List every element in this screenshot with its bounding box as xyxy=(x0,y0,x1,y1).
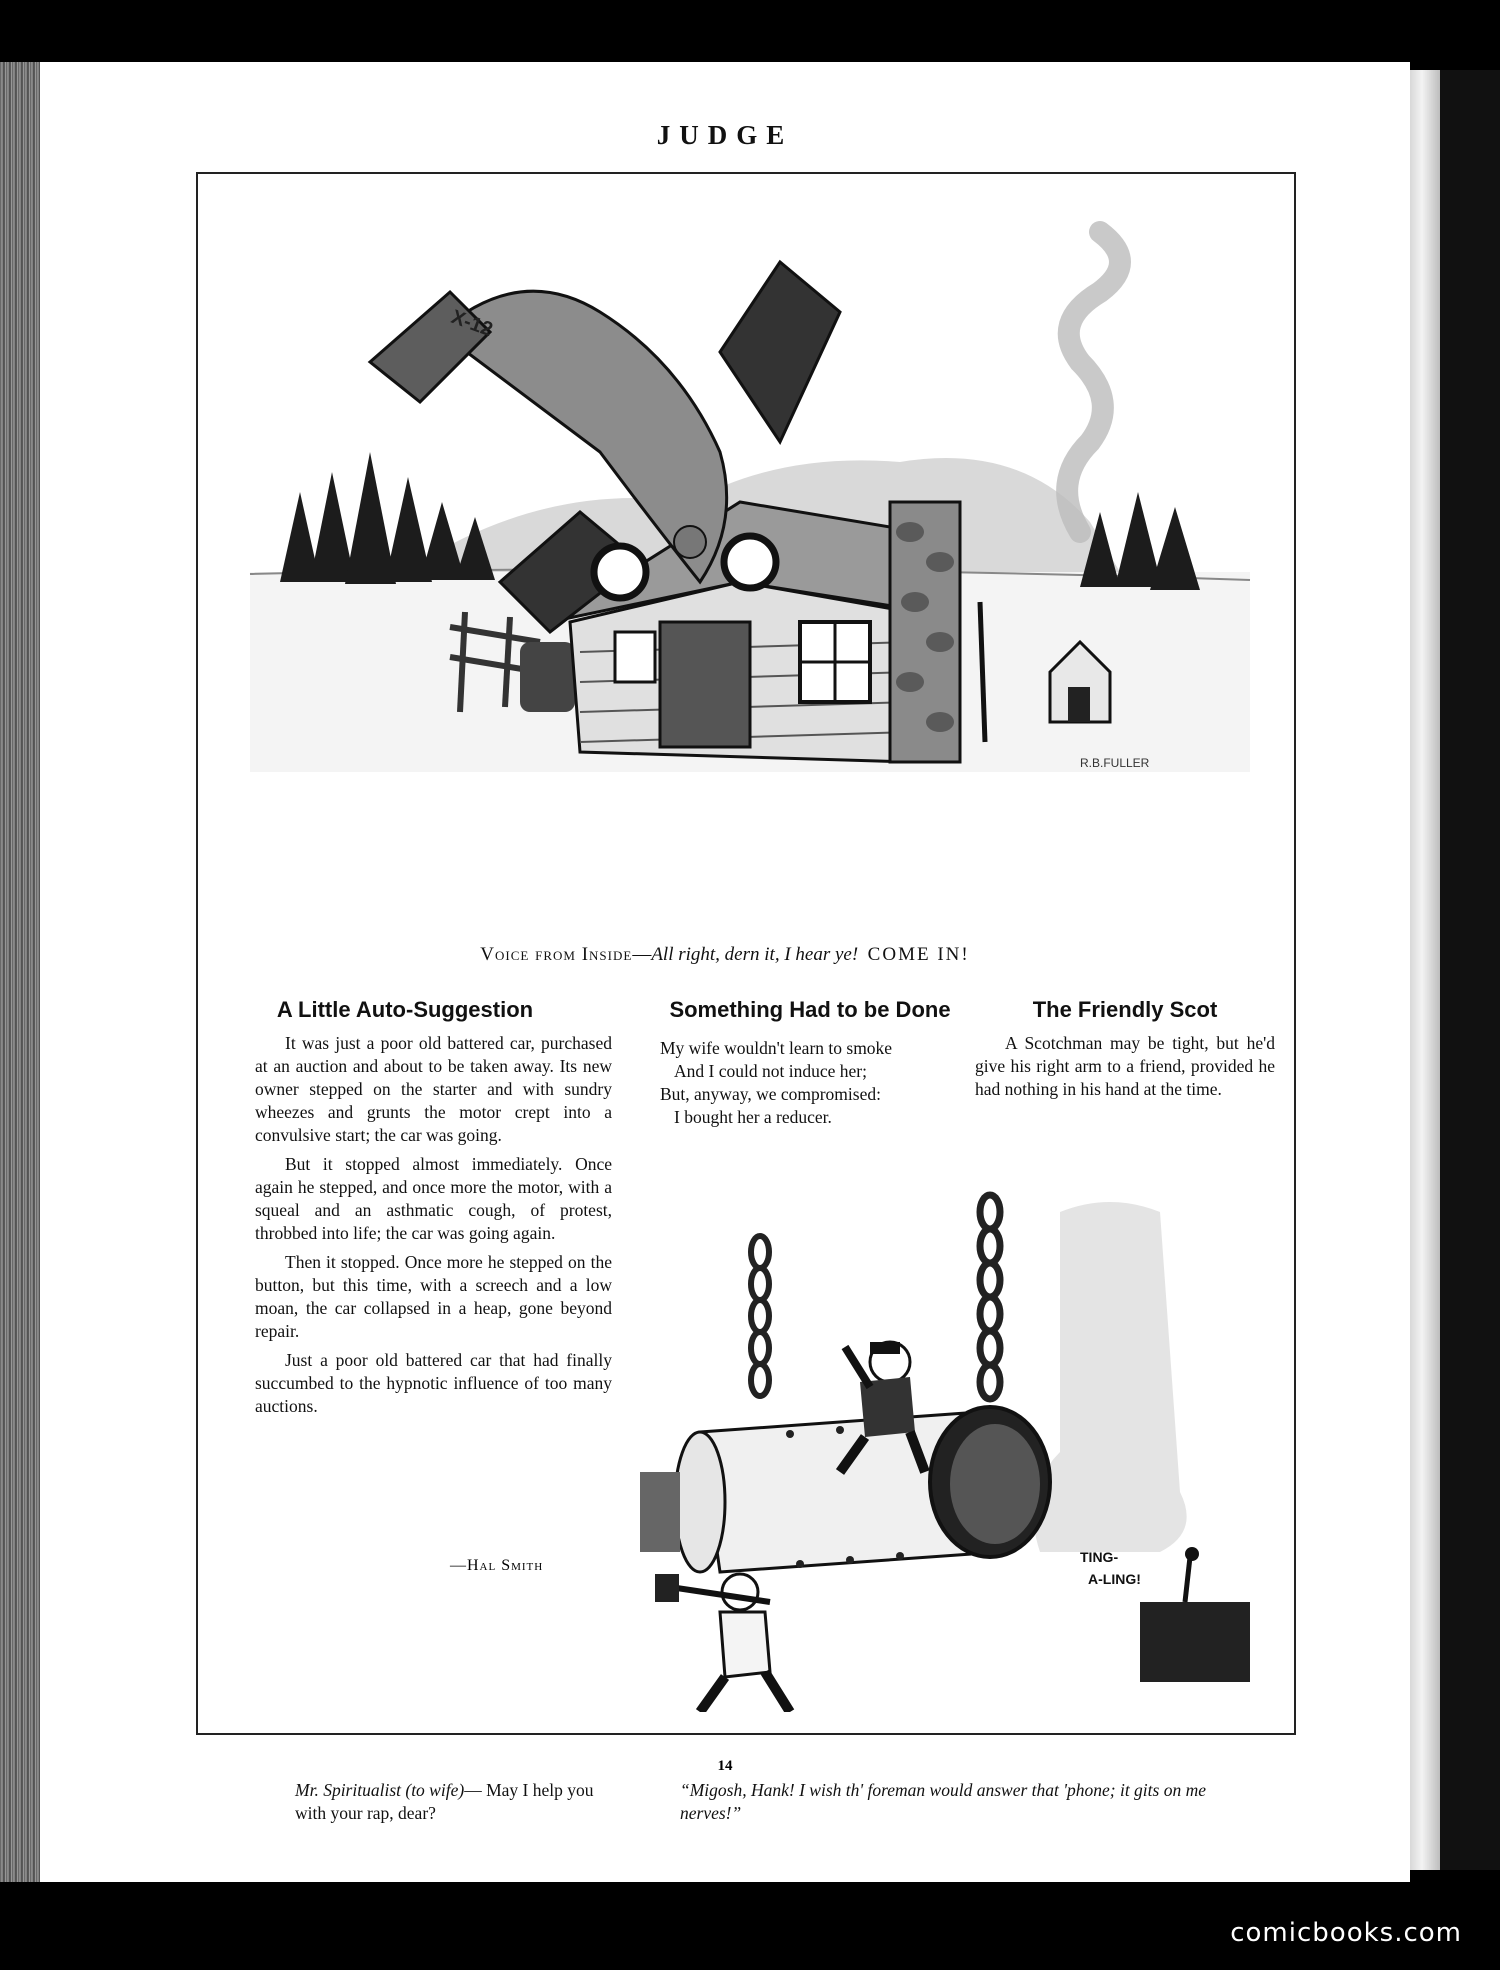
byline: —Hal Smith xyxy=(450,1557,544,1574)
poem-line: I bought her a reducer. xyxy=(674,1107,832,1127)
right-binding-shadow xyxy=(1440,70,1500,1870)
article-body-friendly-scot xyxy=(975,1032,1275,1107)
spiritualist-quip xyxy=(295,1779,620,1825)
page-number: 14 xyxy=(717,1758,733,1774)
article-title-something-had: Something Had to be Done xyxy=(669,997,951,1022)
quip-line: May I help you with your rap, dear? xyxy=(295,1780,594,1823)
caption-spoken: All right, dern it, I hear ye! xyxy=(651,944,859,965)
caption-voice: Voice from Inside xyxy=(480,944,633,965)
paragraph: But it stopped almost immediately. Once again he stepped, and once more the motor, with a squeal and an asthmatic cough, of protest, throbbed into life; the car was going again. xyxy=(255,1154,612,1243)
poem-line: But, anyway, we compromised: xyxy=(660,1084,881,1104)
cartoon-plane-crash-illustration xyxy=(220,202,1270,772)
facing-page-edge xyxy=(1410,70,1440,1870)
article-title-friendly-scot: The Friendly Scot xyxy=(1032,997,1218,1022)
svg-text:X-12: X-12 xyxy=(448,306,496,342)
top-cartoon-caption xyxy=(40,944,1410,966)
paragraph: Then it stopped. Once more he stepped on the button, but this time, with a screech and a low moan, the car collapsed in a heap, gone beyond repair. xyxy=(255,1252,612,1341)
caption-dash: — xyxy=(632,944,652,965)
bottom-cartoon-caption: “Migosh, Hank! I wish th' foreman would answer that 'phone; it gits on me nerves!” xyxy=(680,1780,1206,1823)
magazine-page xyxy=(40,62,1410,1882)
quip-speaker: Mr. Spiritualist (to wife) xyxy=(295,1780,465,1800)
caption-shout: COME IN! xyxy=(867,944,970,965)
book-page-edges xyxy=(0,62,40,1882)
sound-effect-ting: TING- xyxy=(1080,1549,1119,1565)
paragraph: A Scotchman may be tight, but he'd give his right arm to a friend, provided he had nothing in his hand at the time. xyxy=(975,1033,1275,1099)
sound-effect-aling: A-LING! xyxy=(1088,1571,1141,1587)
artist-signature: R.B.FULLER xyxy=(1080,756,1150,770)
article-body-auto-suggestion xyxy=(255,1032,612,1424)
masthead: JUDGE xyxy=(656,120,794,150)
site-watermark: comicbooks.com xyxy=(1230,1918,1462,1948)
poem-line: And I could not induce her; xyxy=(674,1061,867,1081)
cartoon-boiler-factory-illustration xyxy=(640,1172,1280,1712)
quip-dash: — xyxy=(464,1780,482,1800)
article-title-auto-suggestion: A Little Auto-Suggestion xyxy=(276,997,534,1022)
poem xyxy=(660,1037,990,1129)
paragraph: Just a poor old battered car that had finally succumbed to the hypnotic influence of too many auctions. xyxy=(255,1350,612,1416)
paragraph: It was just a poor old battered car, purchased at an auction and about to be taken away. Its new owner stepped on the starter and with sundry wheezes and grunts the motor crept into a convulsive start; the car was going. xyxy=(255,1033,612,1145)
poem-line: My wife wouldn't learn to smoke xyxy=(660,1038,893,1058)
